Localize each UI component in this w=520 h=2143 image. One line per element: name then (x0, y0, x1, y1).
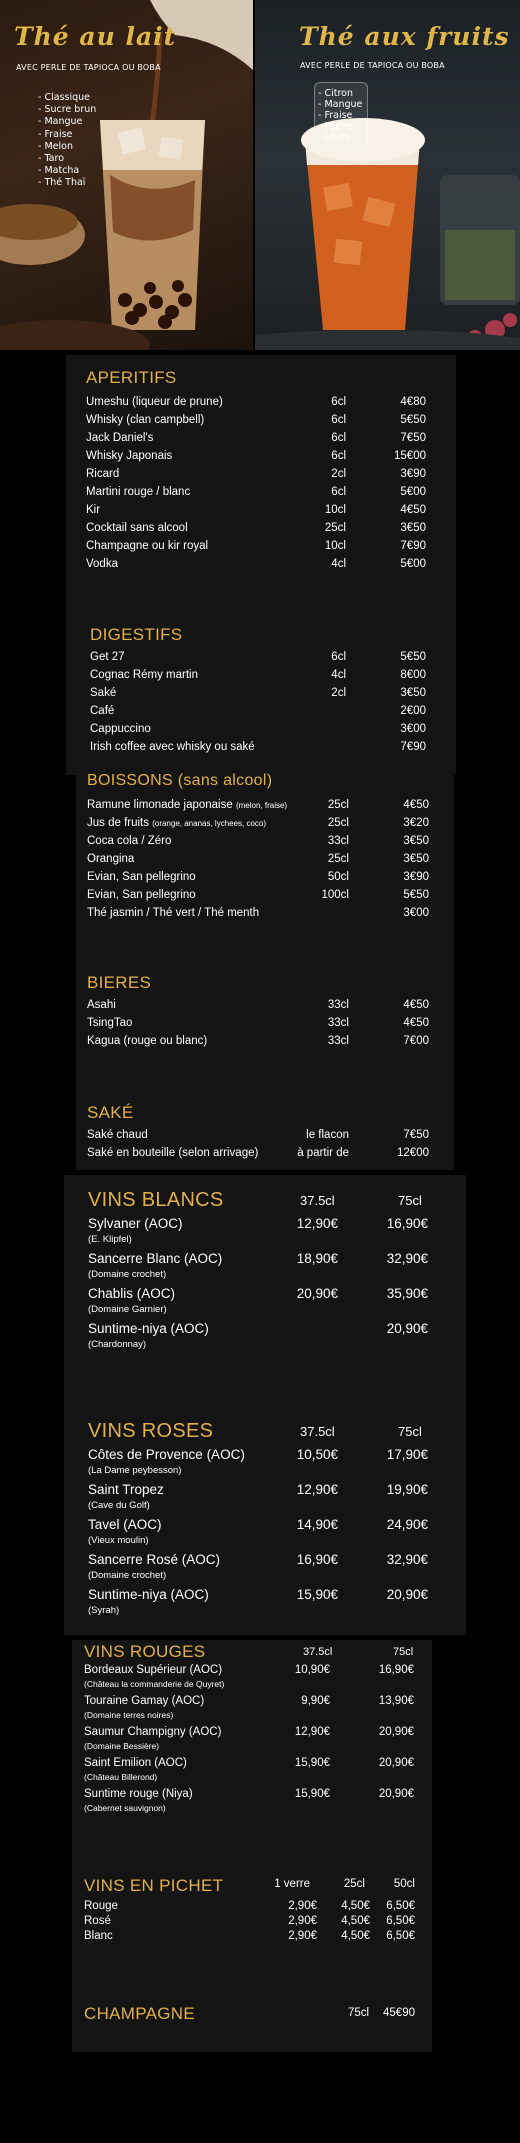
item-price: 4€50 (403, 1017, 429, 1029)
list-item (87, 814, 429, 832)
vins-blancs-list (88, 1216, 428, 1356)
item-name: TsingTao (87, 1017, 133, 1029)
item-price: 7€90 (400, 741, 426, 753)
item-name: Saint Emilion (AOC) (84, 1757, 187, 1769)
item-name: Saké en bouteille (selon arrivage) (87, 1147, 259, 1159)
item-name: Suntime-niya (AOC) (88, 1587, 209, 1602)
list-item (86, 555, 426, 573)
item-price-glass: 2,90€ (288, 1900, 317, 1912)
item-price-glass: 2,90€ (288, 1930, 317, 1942)
item-price-half: 12,90€ (294, 1726, 330, 1738)
item-price-half: 9,90€ (301, 1695, 330, 1707)
list-item (84, 1788, 414, 1819)
item-name: Côtes de Provence (AOC) (88, 1447, 245, 1462)
item-name: Orangina (87, 853, 135, 865)
item-qty: 6cl (331, 414, 346, 426)
item-sub: (Domaine Garnier) (88, 1304, 167, 1315)
item-name: Cappuccino (90, 723, 151, 735)
item-name: Suntime-niya (AOC) (88, 1321, 209, 1336)
list-item (87, 1014, 429, 1032)
item-sub: (Syrah) (88, 1605, 120, 1616)
item-qty: 10cl (324, 540, 346, 552)
item-price-full: 20,90€ (386, 1587, 428, 1602)
col-header: 37.5cl (303, 1646, 333, 1658)
item-price: 8€00 (400, 669, 426, 681)
flavor-item: - Fraise (318, 110, 353, 121)
item-qty: 25cl (327, 799, 349, 811)
item-qty: 33cl (327, 999, 349, 1011)
item-name: Tavel (AOC) (88, 1517, 162, 1532)
item-name: Kagua (rouge ou blanc) (87, 1035, 208, 1047)
item-name: Coca cola / Zéro (87, 835, 172, 847)
item-price-full: 32,90€ (386, 1251, 428, 1266)
item-name: Blanc (84, 1930, 113, 1942)
list-item (86, 483, 426, 501)
item-sub: (Cave du Golf) (88, 1500, 150, 1511)
flavor-item: - Mangue (38, 116, 83, 128)
aperitifs-title: APERITIFS (86, 368, 177, 387)
flavor-item: - Matcha (38, 165, 80, 177)
item-qty: 4cl (331, 669, 346, 681)
item-price-half: 15,90€ (294, 1788, 330, 1800)
list-item (87, 832, 429, 850)
item-name: Sylvaner (AOC) (88, 1216, 183, 1231)
fruit-tea-flavor-list (318, 88, 362, 143)
item-price: 5€50 (400, 414, 426, 426)
item-qty: 75cl (348, 2007, 370, 2019)
fruit-tea-panel (255, 0, 520, 350)
digestifs-list (90, 648, 426, 756)
item-price-50: 6,50€ (386, 1930, 415, 1942)
flavor-item: - Thé Thaï (38, 177, 86, 189)
item-name: Saké (90, 687, 117, 699)
item-sub: (Chardonnay) (88, 1339, 147, 1350)
hero-banner (0, 0, 520, 350)
item-name: Whisky Japonais (86, 450, 173, 462)
item-price-full: 20,90€ (378, 1757, 414, 1769)
item-price: 7€50 (400, 432, 426, 444)
item-qty: 2cl (331, 687, 346, 699)
flavor-item: - Taro (38, 153, 65, 165)
col-header: 37.5cl (300, 1424, 335, 1439)
item-price: 3€50 (400, 687, 426, 699)
aperitifs-list (86, 393, 426, 573)
list-item (88, 1286, 428, 1321)
item-qty: 6cl (331, 432, 346, 444)
item-sub: (E. Klipfel) (88, 1234, 132, 1245)
list-item (88, 1216, 428, 1251)
vins-pichet-title: VINS EN PICHET (84, 1876, 224, 1895)
list-item (87, 1144, 429, 1162)
vins-pichet-list (84, 1900, 415, 1945)
list-item (88, 1517, 428, 1552)
item-sub: (Château la commanderie de Quyret) (84, 1679, 225, 1689)
col-header: 37.5cl (300, 1193, 335, 1208)
list-item (88, 1251, 428, 1286)
item-qty: 33cl (327, 1035, 349, 1047)
vins-rouges-title: VINS ROUGES (84, 1642, 206, 1661)
item-price-full: 17,90€ (386, 1447, 428, 1462)
list-item (88, 1552, 428, 1587)
item-name: Bordeaux Supérieur (AOC) (84, 1664, 223, 1676)
item-name: Champagne ou kir royal (86, 540, 209, 552)
list-item (88, 1447, 428, 1482)
col-header: 25cl (343, 1878, 365, 1890)
fruit-tea-illustration (255, 0, 520, 350)
item-name: Whisky (clan campbell) (86, 414, 205, 426)
item-name: Vodka (86, 558, 118, 570)
pichet-col-headers (270, 1878, 415, 1896)
item-name: Ramune limonade japonaise (87, 799, 233, 811)
item-price-half: 12,90€ (296, 1216, 338, 1231)
item-price-50: 6,50€ (386, 1900, 415, 1912)
sake-list (87, 1126, 429, 1162)
list-item (84, 1695, 414, 1726)
item-qty: 6cl (331, 450, 346, 462)
item-name: Umeshu (liqueur de prune) (86, 396, 223, 408)
item-qty: 4cl (331, 558, 346, 570)
flavor-item: - Mangue (318, 99, 363, 110)
item-note: (melon, fraise) (235, 801, 288, 810)
list-item (86, 429, 426, 447)
list-item (86, 519, 426, 537)
col-header: 75cl (398, 1193, 422, 1208)
item-sub: (Château Billerond) (84, 1772, 158, 1782)
item-qty: 2cl (331, 468, 346, 480)
vins-blancs-title: VINS BLANCS (88, 1189, 224, 1211)
item-price-full: 20,90€ (386, 1321, 428, 1336)
item-price-full: 16,90€ (386, 1216, 428, 1231)
champagne-row (340, 2007, 415, 2025)
item-price: 3€00 (403, 907, 429, 919)
item-name: Ricard (86, 468, 120, 480)
item-price: 4€80 (400, 396, 426, 408)
item-qty: le flacon (306, 1129, 349, 1141)
item-qty: 6cl (331, 396, 346, 408)
list-item (87, 850, 429, 868)
item-price: 4€50 (403, 799, 429, 811)
item-price-half: 15,90€ (296, 1587, 338, 1602)
list-item (90, 738, 426, 756)
list-item (84, 1664, 414, 1695)
item-price: 7€50 (403, 1129, 429, 1141)
list-item (90, 702, 426, 720)
item-name: Irish coffee avec whisky ou saké (90, 741, 255, 753)
item-name: Martini rouge / blanc (86, 486, 191, 498)
item-name: Jack Daniel's (86, 432, 154, 444)
item-name: Café (90, 705, 115, 717)
item-price-half: 10,50€ (296, 1447, 338, 1462)
flavor-item: - Pêche (318, 121, 353, 132)
bieres-title: BIERES (87, 973, 152, 992)
item-name: Chablis (AOC) (88, 1286, 176, 1301)
item-price: 5€50 (403, 889, 429, 901)
item-name: Cognac Rémy martin (90, 669, 199, 681)
flavor-item: - Melon (38, 140, 73, 152)
item-price: 3€00 (400, 723, 426, 735)
item-price-full: 16,90€ (378, 1664, 414, 1676)
flavor-item: - Citron (318, 88, 353, 99)
list-item (84, 1900, 415, 1915)
digestifs-title: DIGESTIFS (90, 625, 183, 644)
item-price: 45€90 (383, 2007, 415, 2019)
list-item (84, 1930, 415, 1945)
list-item (87, 868, 429, 886)
item-price-glass: 2,90€ (288, 1915, 317, 1927)
sake-title: SAKÉ (87, 1103, 134, 1122)
champagne-title: CHAMPAGNE (84, 2004, 196, 2023)
item-price: 5€00 (400, 558, 426, 570)
milk-tea-panel (0, 0, 253, 350)
item-qty: 6cl (331, 486, 346, 498)
list-item (87, 904, 429, 922)
item-price-full: 32,90€ (386, 1552, 428, 1567)
item-name: Evian, San pellegrino (87, 889, 196, 901)
item-qty: 10cl (324, 504, 346, 516)
item-price-25: 4,50€ (341, 1930, 370, 1942)
item-price: 3€90 (400, 468, 426, 480)
list-item (87, 1032, 429, 1050)
item-price: 4€50 (400, 504, 426, 516)
item-price: 3€50 (403, 853, 429, 865)
item-price: 3€90 (403, 871, 429, 883)
item-qty: 33cl (327, 835, 349, 847)
item-qty: 50cl (327, 871, 349, 883)
item-price-half: 20,90€ (296, 1286, 338, 1301)
item-price: 7€00 (403, 1035, 429, 1047)
vins-roses-title: VINS ROSES (88, 1420, 214, 1442)
item-name: Asahi (87, 999, 116, 1011)
item-price: 15€00 (394, 450, 426, 462)
fruit-tea-subtitle: AVEC PERLE DE TAPIOCA OU BOBA (300, 61, 445, 70)
col-header: 75cl (393, 1646, 414, 1658)
col-header: 75cl (398, 1424, 422, 1439)
bieres-list (87, 996, 429, 1050)
item-sub: (Cabernet sauvignon) (84, 1803, 166, 1813)
list-item (90, 666, 426, 684)
item-qty: 100cl (321, 889, 349, 901)
item-price: 7€90 (400, 540, 426, 552)
list-item (87, 996, 429, 1014)
list-item (88, 1587, 428, 1622)
item-price-25: 4,50€ (341, 1900, 370, 1912)
item-price-25: 4,50€ (341, 1915, 370, 1927)
list-item (86, 501, 426, 519)
list-item (88, 1321, 428, 1356)
milk-tea-subtitle: AVEC PERLE DE TAPIOCA OU BOBA (16, 63, 161, 72)
list-item (84, 1726, 414, 1757)
list-item (87, 1126, 429, 1144)
item-name: Get 27 (90, 651, 125, 663)
milk-tea-flavor-list (38, 92, 96, 190)
item-price-50: 6,50€ (386, 1915, 415, 1927)
fruit-tea-title: Thé aux fruits (299, 22, 510, 51)
item-sub: (Domaine terres noires) (84, 1710, 174, 1720)
item-name: Jus de fruits (87, 817, 149, 829)
item-name: Saint Tropez (88, 1482, 164, 1497)
item-qty: 25cl (324, 522, 346, 534)
item-price: 3€20 (403, 817, 429, 829)
flavor-item: - Sucre brun (38, 104, 97, 116)
item-price: 12€00 (397, 1147, 429, 1159)
item-name: Sancerre Rosé (AOC) (88, 1552, 221, 1567)
item-name: Thé jasmin / Thé vert / Thé menth (87, 907, 260, 919)
col-header: 50cl (393, 1878, 415, 1890)
item-sub: (Domaine Bessière) (84, 1741, 160, 1751)
item-name: Saumur Champigny (AOC) (84, 1726, 222, 1738)
milk-tea-title: Thé au lait (14, 22, 177, 51)
item-name: Evian, San pellegrino (87, 871, 196, 883)
item-name: Kir (86, 504, 101, 516)
list-item (86, 447, 426, 465)
item-name: Rosé (84, 1915, 111, 1927)
item-qty: 25cl (327, 853, 349, 865)
boissons-title: BOISSONS (sans alcool) (87, 772, 273, 789)
flavor-item: - Fraise (38, 128, 73, 140)
vins-rouges-list (84, 1664, 414, 1819)
list-item (86, 393, 426, 411)
list-item (90, 684, 426, 702)
item-price-full: 13,90€ (378, 1695, 414, 1707)
item-price: 5€50 (400, 651, 426, 663)
item-price: 2€00 (400, 705, 426, 717)
item-name: Rouge (84, 1900, 118, 1912)
item-sub: (Domaine crochet) (88, 1570, 167, 1581)
item-price: 3€50 (400, 522, 426, 534)
boissons-list (87, 796, 429, 922)
item-price: 3€50 (403, 835, 429, 847)
list-item (90, 720, 426, 738)
item-price-full: 24,90€ (386, 1517, 428, 1532)
item-qty: 6cl (331, 651, 346, 663)
item-price-half: 18,90€ (296, 1251, 338, 1266)
item-price-half: 16,90€ (296, 1552, 338, 1567)
list-item (86, 411, 426, 429)
item-price-half: 10,90€ (294, 1664, 330, 1676)
item-sub: (Domaine crochet) (88, 1269, 167, 1280)
item-price-full: 20,90€ (378, 1726, 414, 1738)
vins-roses-list (88, 1447, 428, 1622)
list-item (87, 796, 429, 814)
item-qty: à partir de (297, 1147, 349, 1159)
col-header: 1 verre (274, 1878, 310, 1890)
list-item (87, 886, 429, 904)
item-price-half: 15,90€ (294, 1757, 330, 1769)
item-price: 4€50 (403, 999, 429, 1011)
list-item (88, 1482, 428, 1517)
list-item (90, 648, 426, 666)
item-price-full: 20,90€ (378, 1788, 414, 1800)
item-price: 5€00 (400, 486, 426, 498)
item-name: Touraine Gamay (AOC) (84, 1695, 205, 1707)
list-item (84, 1757, 414, 1788)
item-price-full: 19,90€ (386, 1482, 428, 1497)
item-price-half: 14,90€ (296, 1517, 338, 1532)
list-item (86, 465, 426, 483)
item-sub: (Vieux moulin) (88, 1535, 149, 1546)
item-name: Suntime rouge (Niya) (84, 1788, 193, 1800)
item-qty: 25cl (327, 817, 349, 829)
list-item (86, 537, 426, 555)
item-qty: 33cl (327, 1017, 349, 1029)
flavor-item: - Litchi (318, 132, 350, 143)
item-name: Saké chaud (87, 1129, 148, 1141)
flavor-item: - Classique (38, 92, 90, 103)
item-price-full: 35,90€ (386, 1286, 428, 1301)
list-item (84, 1915, 415, 1930)
item-note: (orange, ananas, lychees, coco) (152, 819, 267, 828)
item-name: Sancerre Blanc (AOC) (88, 1251, 223, 1266)
item-name: Cocktail sans alcool (86, 522, 188, 534)
item-sub: (La Dame peybesson) (88, 1465, 182, 1476)
item-price-half: 12,90€ (296, 1482, 338, 1497)
